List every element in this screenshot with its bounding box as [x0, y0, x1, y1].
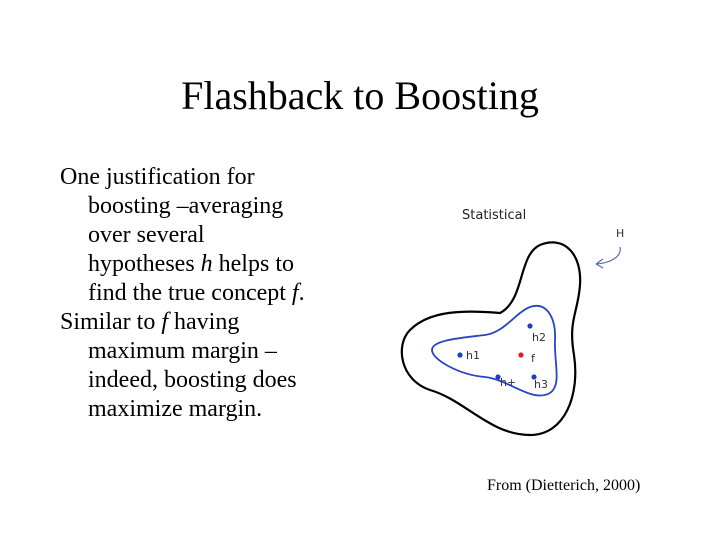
paragraph-1 — [60, 163, 360, 308]
p2-line-4: maximize margin. — [88, 396, 263, 422]
p1-line-4-pre: hypotheses — [88, 251, 201, 277]
point-f — [518, 352, 523, 357]
hypothesis-space-outline — [402, 242, 580, 435]
body-text — [60, 163, 360, 424]
p1-line-2: boosting –averaging — [88, 193, 284, 219]
point-label-f: f — [531, 352, 535, 365]
point-label-h3: h3 — [534, 378, 548, 391]
outer-set-label: H — [616, 227, 625, 240]
point-label-h1: h1 — [466, 349, 480, 362]
p1-line-3: over several — [88, 222, 205, 248]
p1-line-1: One justification for — [60, 164, 255, 190]
point-h1 — [457, 352, 462, 357]
p1-line-4-italic: h — [200, 251, 213, 277]
p2-line-3: indeed, boosting does — [88, 367, 297, 393]
paragraph-2 — [60, 308, 360, 424]
p2-line-1-post: having — [168, 309, 240, 335]
p1-line-5-pre: find the true concept — [88, 280, 292, 306]
hypothesis-space-figure — [390, 195, 660, 465]
p2-line-1 — [60, 308, 360, 337]
figure-title: Statistical — [462, 208, 527, 223]
point-label-h4: h+ — [500, 376, 517, 389]
p1-line-4 — [60, 250, 360, 279]
points-layer — [457, 323, 548, 391]
point-label-h2: h2 — [532, 331, 546, 344]
point-h2 — [527, 323, 532, 328]
slide-title: Flashback to Boosting — [181, 73, 539, 118]
p1-line-5 — [60, 279, 360, 308]
p1-line-5-post: . — [298, 280, 305, 306]
p1-line-4-post: helps to — [212, 251, 294, 277]
p2-line-1-italic: f — [161, 309, 169, 335]
p1-line-5-italic: f — [291, 280, 299, 306]
figure-svg — [390, 195, 660, 465]
p2-line-1-pre: Similar to — [60, 309, 162, 335]
figure-caption: From (Dietterich, 2000) — [487, 477, 641, 494]
p2-line-2: maximum margin – — [88, 338, 277, 364]
